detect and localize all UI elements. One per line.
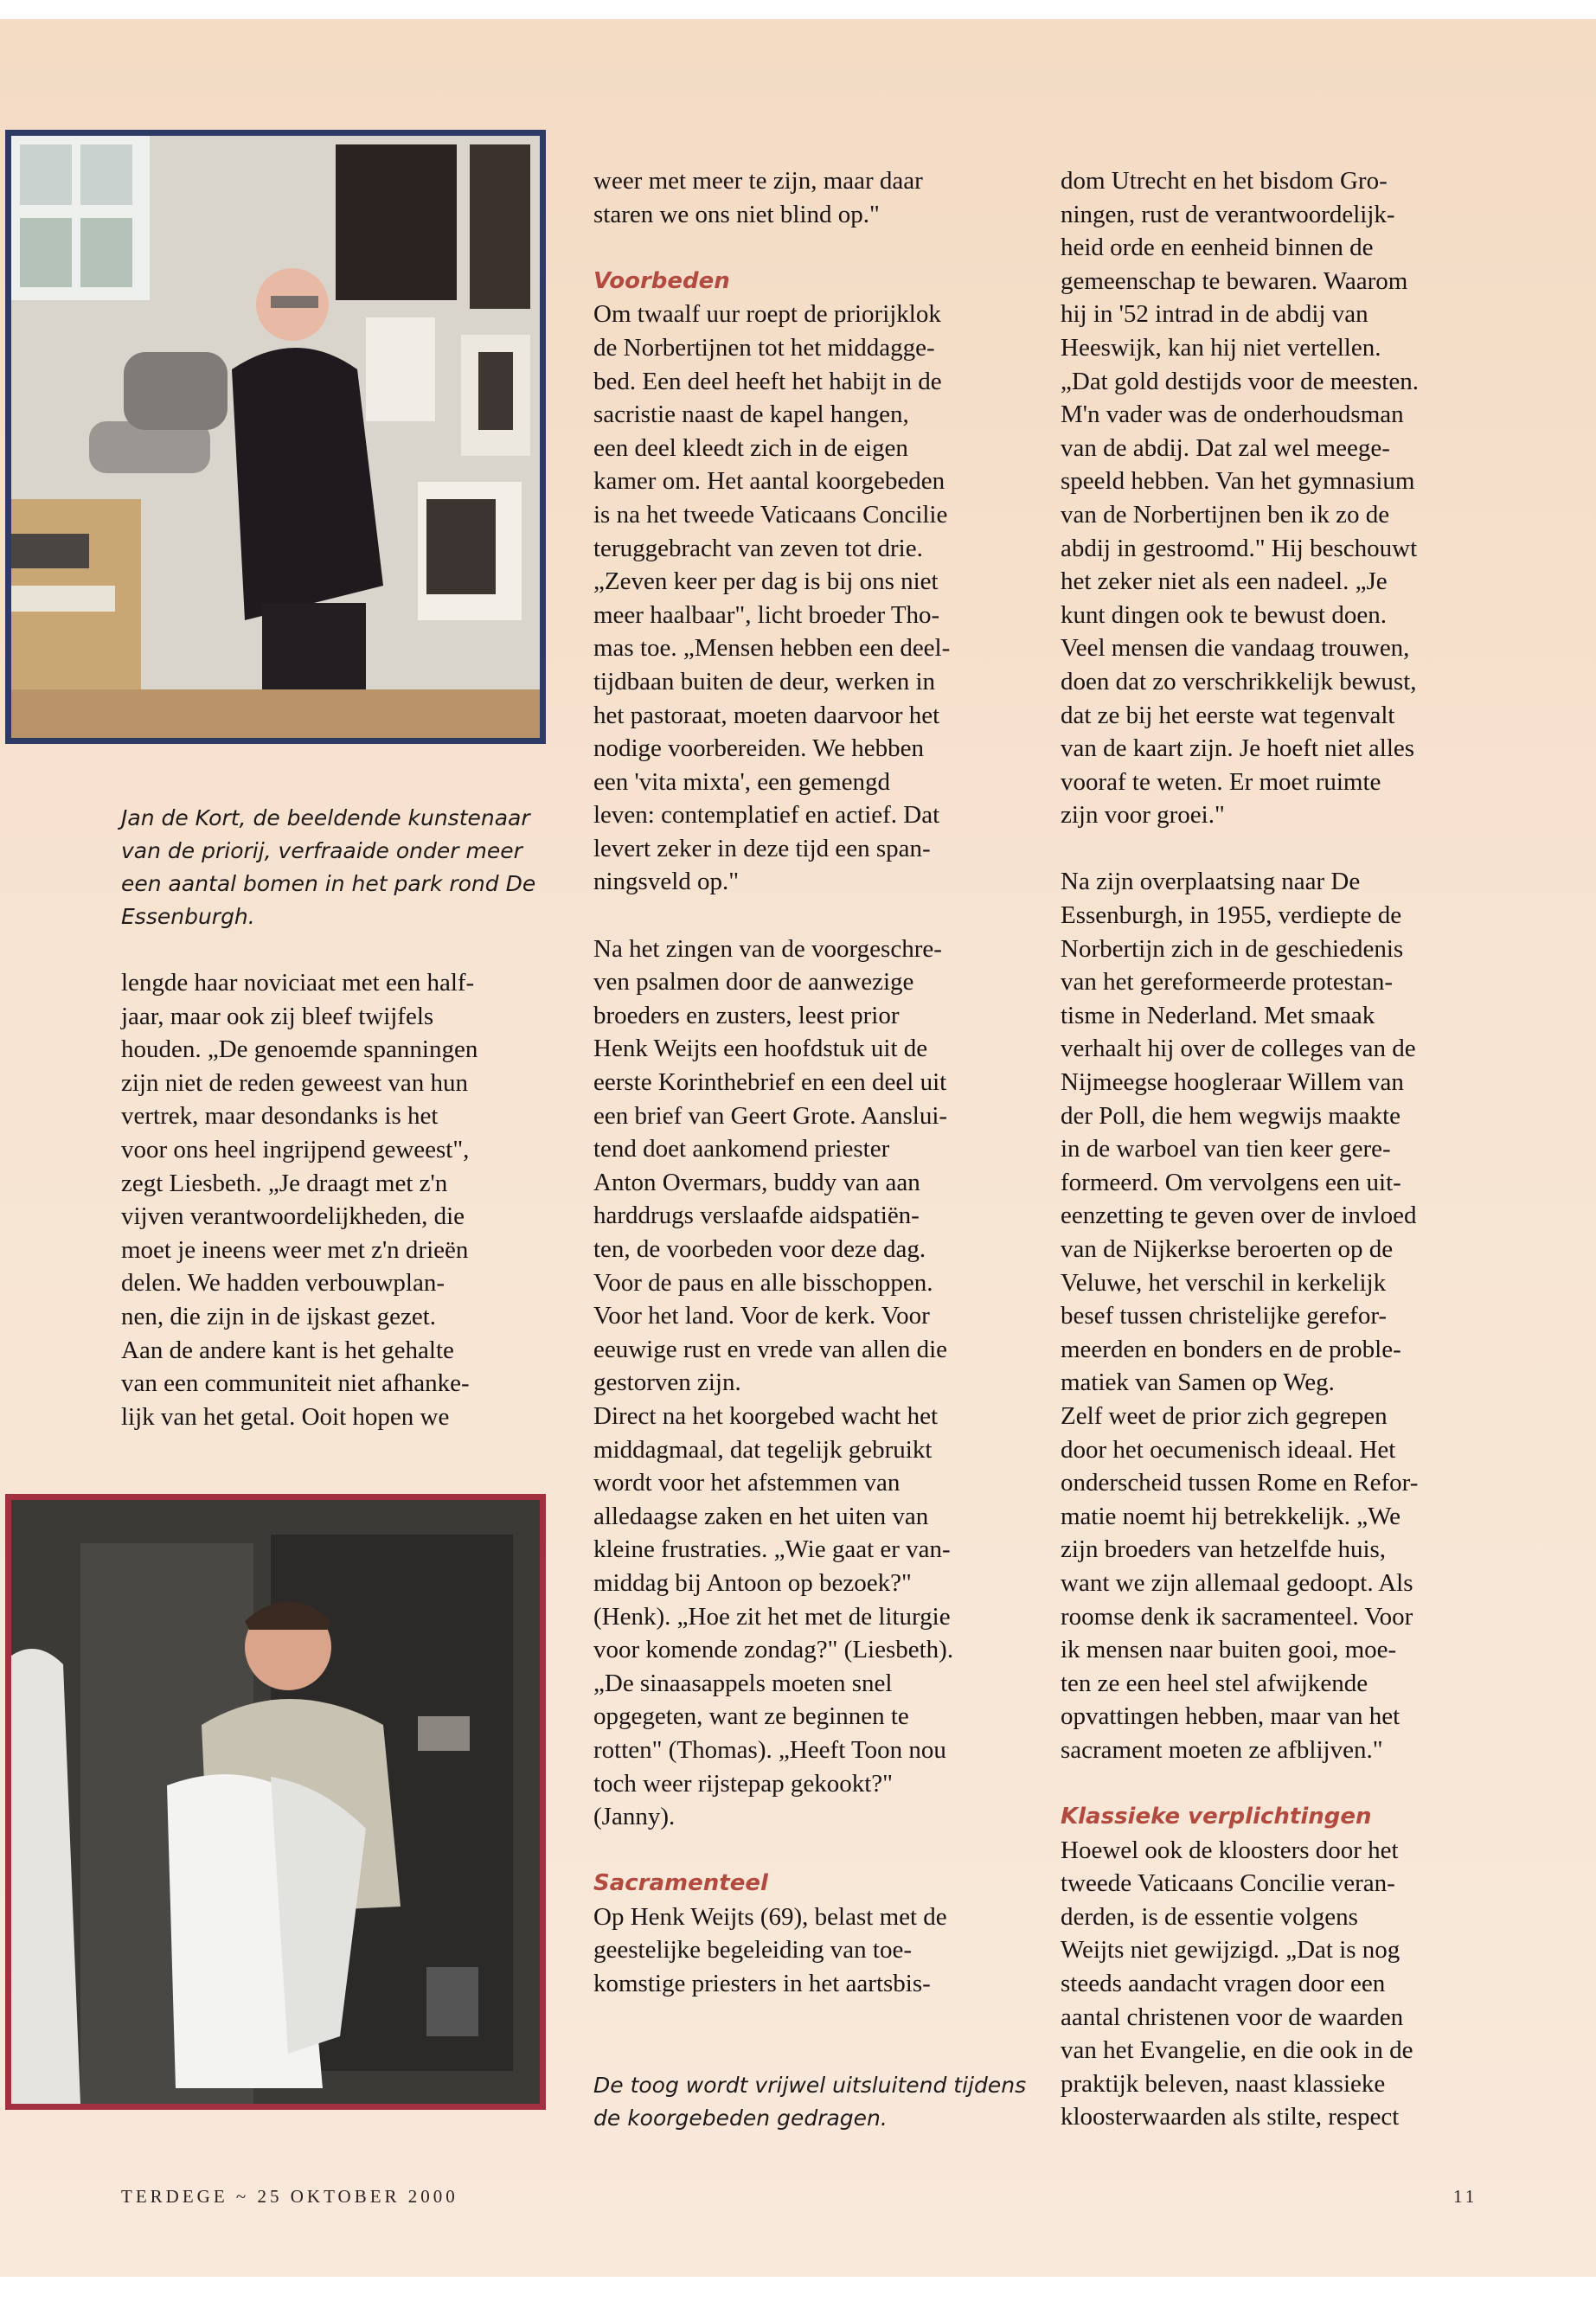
caption-line: De toog wordt vrijwel uitsluitend tijdens bbox=[593, 2073, 1027, 2098]
text-line: sacrament moeten ze afblijven." bbox=[1061, 1735, 1383, 1764]
subhead-sacramenteel: Sacramenteel bbox=[593, 1870, 768, 1897]
text-line: matie noemt hij betrekkelijk. „We bbox=[1061, 1502, 1401, 1530]
text-line: besef tussen christelijke gerefor- bbox=[1061, 1302, 1388, 1330]
paragraph-gap bbox=[593, 899, 1043, 933]
paragraph-gap bbox=[1061, 832, 1510, 866]
text-line: onderscheid tussen Rome en Refor- bbox=[1061, 1469, 1419, 1497]
text-line: abdij in gestroomd." Hij beschouwt bbox=[1061, 534, 1418, 562]
text-line: kleine frustraties. „Wie gaat er van- bbox=[593, 1535, 951, 1564]
text-line: bed. Een deel heeft het habijt in de bbox=[593, 367, 942, 395]
text-line: kamer om. Het aantal koorgebeden bbox=[593, 467, 945, 496]
text-line: lengde haar noviciaat met een half- bbox=[121, 969, 475, 997]
text-line: staren we ons niet blind op." bbox=[593, 200, 880, 228]
text-line: Direct na het koorgebed wacht het bbox=[593, 1401, 939, 1430]
text-line: Norbertijn zich in de geschiedenis bbox=[1061, 934, 1404, 963]
text-line: gestorven zijn. bbox=[593, 1368, 741, 1397]
text-line: houden. „De genoemde spanningen bbox=[121, 1035, 478, 1064]
text-line: de Norbertijnen tot het middagge- bbox=[593, 333, 935, 362]
text-line: sacristie naast de kapel hangen, bbox=[593, 401, 909, 429]
text-line: Voor de paus en alle bisschoppen. bbox=[593, 1268, 933, 1297]
text-line: een deel kleedt zich in de eigen bbox=[593, 433, 908, 462]
text-line: tijdbaan buiten de deur, werken in bbox=[593, 667, 936, 695]
text-line: ten ze een heel stel afwijkende bbox=[1061, 1669, 1368, 1697]
text-line: praktijk beleven, naast klassieke bbox=[1061, 2069, 1386, 2098]
text-line: teruggebracht van zeven tot drie. bbox=[593, 534, 923, 562]
text-line: heid orde en eenheid binnen de bbox=[1061, 234, 1374, 262]
article-column-left bbox=[121, 966, 554, 1433]
text-line: harddrugs verslaafde aidspatiën- bbox=[593, 1202, 920, 1230]
text-line: Heeswijk, kan hij niet vertellen. bbox=[1061, 333, 1381, 362]
text-line: vertrek, maar desondanks is het bbox=[121, 1102, 439, 1131]
page-number: 11 bbox=[1453, 2186, 1478, 2207]
text-line: het pastoraat, moeten daarvoor het bbox=[593, 701, 940, 729]
text-line: speeld hebben. Van het gymnasium bbox=[1061, 467, 1415, 496]
text-line: Weijts niet gewijzigd. „Dat is nog bbox=[1061, 1936, 1401, 1965]
text-line: broeders en zusters, leest prior bbox=[593, 1001, 900, 1029]
text-line: Na zijn overplaatsing naar De bbox=[1061, 868, 1361, 896]
text-line: opgegeten, want ze beginnen te bbox=[593, 1702, 909, 1731]
text-line: steeds aandacht vragen door een bbox=[1061, 1970, 1386, 1998]
text-line: van een communiteit niet afhanke- bbox=[121, 1369, 470, 1398]
text-line: tisme in Nederland. Met smaak bbox=[1061, 1001, 1375, 1029]
text-line: formeerd. Om vervolgens een uit- bbox=[1061, 1168, 1401, 1196]
text-line: Na het zingen van de voorgeschre- bbox=[593, 934, 942, 963]
text-line: roomse denk ik sacramenteel. Voor bbox=[1061, 1602, 1413, 1631]
text-line: doen dat zo verschrikkelijk bewust, bbox=[1061, 667, 1417, 695]
text-line: leven: contemplatief en actief. Dat bbox=[593, 801, 940, 830]
text-line: eeuwige rust en vrede van allen die bbox=[593, 1335, 948, 1363]
text-line: is na het tweede Vaticaans Concilie bbox=[593, 500, 948, 529]
text-line: alledaagse zaken en het uiten van bbox=[593, 1502, 929, 1530]
text-line: ningen, rust de verantwoordelijk- bbox=[1061, 200, 1395, 228]
article-column-middle bbox=[593, 164, 1043, 2001]
text-line: matiek van Samen op Weg. bbox=[1061, 1368, 1335, 1397]
brother-toog-illustration bbox=[11, 1500, 540, 2104]
text-line: hij in '52 intrad in de abdij van bbox=[1061, 300, 1368, 329]
text-line: eenzetting te geven over de invloed bbox=[1061, 1202, 1417, 1230]
text-line: lijk van het getal. Ooit hopen we bbox=[121, 1402, 450, 1431]
text-line: vijven verantwoordelijkheden, die bbox=[121, 1202, 465, 1231]
text-line: ningsveld op." bbox=[593, 868, 740, 896]
text-line: een 'vita mixta', een gemengd bbox=[593, 767, 891, 796]
text-line: (Janny). bbox=[593, 1803, 676, 1831]
paragraph-gap bbox=[593, 231, 1043, 265]
text-line: „De sinaasappels moeten snel bbox=[593, 1669, 893, 1697]
text-line: tweede Vaticaans Concilie veran- bbox=[1061, 1869, 1395, 1898]
text-line: ik mensen naar buiten gooi, moe- bbox=[1061, 1636, 1397, 1664]
text-line: een brief van Geert Grote. Aanslui- bbox=[593, 1101, 948, 1130]
text-line: opvattingen hebben, maar van het bbox=[1061, 1702, 1401, 1731]
text-line: tend doet aankomend priester bbox=[593, 1135, 890, 1163]
text-line: zegt Liesbeth. „Je draagt met z'n bbox=[121, 1169, 448, 1197]
text-line: verhaalt hij over de colleges van de bbox=[1061, 1035, 1416, 1063]
caption-top-photo bbox=[121, 802, 535, 933]
text-line: toch weer rijstepap gekookt?" bbox=[593, 1769, 894, 1798]
text-line: zijn broeders van hetzelfde huis, bbox=[1061, 1535, 1387, 1564]
footer-publication: TERDEGE ~ 25 OKTOBER 2000 bbox=[121, 2186, 458, 2207]
text-line: eerste Korinthebrief en een deel uit bbox=[593, 1068, 947, 1097]
photo-artist-studio bbox=[5, 130, 546, 744]
text-line: jaar, maar ook zij bleef twijfels bbox=[121, 1002, 434, 1030]
caption-bottom-photo bbox=[593, 2069, 1026, 2135]
text-line: Veel mensen die vandaag trouwen, bbox=[1061, 634, 1410, 663]
text-line: van het gereformeerde protestan- bbox=[1061, 968, 1394, 997]
text-line: dat ze bij het eerste wat tegenvalt bbox=[1061, 701, 1395, 729]
text-line: wordt voor het afstemmen van bbox=[593, 1469, 901, 1497]
text-line: meerden en bonders en de proble- bbox=[1061, 1335, 1401, 1363]
paragraph-gap bbox=[593, 1834, 1043, 1868]
text-line: Veluwe, het verschil in kerkelijk bbox=[1061, 1268, 1387, 1297]
text-line: Aan de andere kant is het gehalte bbox=[121, 1336, 454, 1364]
text-line: mas toe. „Mensen hebben een deel- bbox=[593, 634, 951, 663]
text-line: want we zijn allemaal gedoopt. Als bbox=[1061, 1568, 1413, 1597]
text-line: door het oecumenisch ideaal. Het bbox=[1061, 1435, 1396, 1464]
text-line: rotten" (Thomas). „Heeft Toon nou bbox=[593, 1735, 946, 1764]
text-line: kunt dingen ook te bewust doen. bbox=[1061, 600, 1387, 629]
text-line: Om twaalf uur roept de priorijklok bbox=[593, 300, 941, 329]
text-line: Voor het land. Voor de kerk. Voor bbox=[593, 1302, 930, 1330]
text-line: zijn voor groei." bbox=[1061, 801, 1225, 830]
text-line: derden, is de essentie volgens bbox=[1061, 1902, 1358, 1931]
text-line: dom Utrecht en het bisdom Gro- bbox=[1061, 167, 1388, 195]
caption-line: de koorgebeden gedragen. bbox=[593, 2106, 888, 2131]
text-line: van de Nijkerkse beroerten op de bbox=[1061, 1235, 1394, 1263]
article-column-right bbox=[1061, 164, 1510, 2134]
text-line: aantal christenen voor de waarden bbox=[1061, 2003, 1404, 2031]
text-line: vooraf te weten. Er moet ruimte bbox=[1061, 767, 1381, 796]
paragraph-gap bbox=[1061, 1767, 1510, 1801]
text-line: Hoewel ook de kloosters door het bbox=[1061, 1836, 1399, 1864]
text-line: van de kaart zijn. Je hoeft niet alles bbox=[1061, 734, 1415, 763]
text-line: Zelf weet de prior zich gegrepen bbox=[1061, 1401, 1388, 1430]
text-line: het zeker niet als een nadeel. „Je bbox=[1061, 567, 1388, 596]
text-line: middag bij Antoon op bezoek?" bbox=[593, 1568, 912, 1597]
text-line: Henk Weijts een hoofdstuk uit de bbox=[593, 1035, 928, 1063]
text-line: ten, de voorbeden voor deze dag. bbox=[593, 1235, 926, 1263]
text-line: (Henk). „Hoe zit het met de liturgie bbox=[593, 1602, 951, 1631]
caption-line: Essenburgh. bbox=[121, 904, 255, 929]
text-line: kloosterwaarden als stilte, respect bbox=[1061, 2103, 1400, 2131]
text-line: voor ons heel ingrijpend geweest", bbox=[121, 1135, 470, 1163]
text-line: levert zeker in deze tijd een span- bbox=[593, 834, 931, 862]
text-line: Op Henk Weijts (69), belast met de bbox=[593, 1902, 947, 1931]
text-line: Essenburgh, in 1955, verdiepte de bbox=[1061, 901, 1402, 930]
text-line: delen. We hadden verbouwplan- bbox=[121, 1269, 445, 1298]
caption-line: een aantal bomen in het park rond De bbox=[121, 871, 536, 896]
text-line: van de abdij. Dat zal wel meege- bbox=[1061, 433, 1390, 462]
text-line: komstige priesters in het aartsbis- bbox=[593, 1970, 931, 1998]
text-line: Anton Overmars, buddy van aan bbox=[593, 1168, 920, 1196]
text-line: nen, die zijn in de ijskast gezet. bbox=[121, 1302, 437, 1330]
text-line: nodige voorbereiden. We hebben bbox=[593, 734, 925, 763]
text-line: in de warboel van tien keer gere- bbox=[1061, 1135, 1391, 1163]
text-line: Nijmeegse hoogleraar Willem van bbox=[1061, 1068, 1404, 1097]
caption-line: van de priorij, verfraaide onder meer bbox=[121, 838, 522, 863]
text-line: van de Norbertijnen ben ik zo de bbox=[1061, 500, 1390, 529]
magazine-page bbox=[0, 19, 1596, 2277]
text-line: van het Evangelie, en die ook in de bbox=[1061, 2036, 1413, 2065]
subhead-klassieke-verplichtingen: Klassieke verplichtingen bbox=[1061, 1804, 1372, 1830]
text-line: „Dat gold destijds voor de meesten. bbox=[1061, 367, 1419, 395]
text-line: „Zeven keer per dag is bij ons niet bbox=[593, 567, 939, 596]
text-line: ven psalmen door de aanwezige bbox=[593, 968, 914, 997]
text-line: gemeenschap te bewaren. Waarom bbox=[1061, 266, 1408, 295]
text-line: moet je ineens weer met z'n drieën bbox=[121, 1235, 469, 1264]
text-line: voor komende zondag?" (Liesbeth). bbox=[593, 1636, 954, 1664]
text-line: weer met meer te zijn, maar daar bbox=[593, 167, 923, 195]
text-line: der Poll, die hem wegwijs maakte bbox=[1061, 1101, 1401, 1130]
text-line: middagmaal, dat tegelijk gebruikt bbox=[593, 1435, 933, 1464]
text-line: meer haalbaar", licht broeder Tho- bbox=[593, 600, 940, 629]
artist-studio-illustration bbox=[11, 136, 540, 738]
subhead-voorbeden: Voorbeden bbox=[593, 267, 730, 294]
text-line: M'n vader was de onderhoudsman bbox=[1061, 401, 1404, 429]
caption-line: Jan de Kort, de beeldende kunstenaar bbox=[121, 805, 530, 830]
photo-brother-toog bbox=[5, 1494, 546, 2110]
text-line: zijn niet de reden geweest van hun bbox=[121, 1068, 469, 1097]
text-line: geestelijke begeleiding van toe- bbox=[593, 1936, 912, 1965]
